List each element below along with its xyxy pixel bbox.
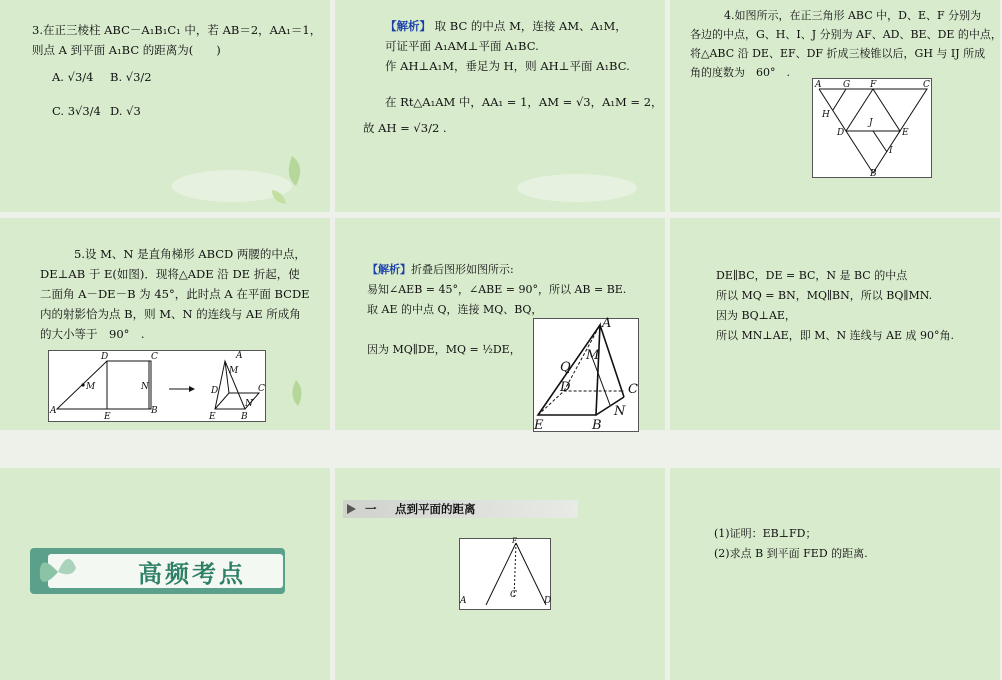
text-line: 所以 MQ = BN，MQ∥BN，所以 BQ∥MN. [716, 289, 933, 302]
text-line: (2)求点 B 到平面 FED 的距离. [714, 547, 868, 560]
section-title: 点到平面的距离 [395, 502, 476, 516]
text-line: 折叠后图形如图所示: [411, 263, 514, 276]
fig-label: F [870, 80, 877, 90]
analysis-tag: 【解析】 [385, 19, 431, 33]
text-line: 取 BC 的中点 M，连接 AM、A₁M， [434, 19, 627, 33]
analysis-text [367, 260, 626, 320]
fig-label: A [460, 596, 467, 606]
leaf-decoration-icon [172, 146, 322, 206]
text-line: 4.如图所示，在正三角形 ABC 中，D、E、F 分别为 [724, 9, 982, 22]
text-line: DE∥BC，DE = BC，N 是 BC 的中点 [716, 269, 908, 282]
fig-label: M [229, 366, 239, 376]
fig-label: A [50, 406, 57, 416]
fig-label: A [602, 316, 612, 331]
arrow-right-icon [347, 504, 356, 514]
slide-thumbnail-3[interactable] [670, 0, 1000, 212]
section-number: 一 [365, 502, 377, 516]
question-text [714, 524, 868, 564]
fig-label: D [544, 596, 552, 606]
text-line: 内的射影恰为点 B，则 M、N 的连线与 AE 所成角 [40, 307, 301, 321]
folded-figure [533, 318, 639, 432]
text-line: 易知∠AEB = 45°，∠ABE = 90°，所以 AB = BE. [367, 283, 627, 296]
leaf-decoration-icon [507, 146, 657, 206]
fig-label: J [869, 118, 873, 128]
slide-thumbnail-5[interactable] [335, 218, 665, 433]
fig-label: Q [560, 360, 571, 375]
fig-label: B [592, 418, 602, 433]
text-line: 在 Rt△A₁AM 中，AA₁ = 1，AM = √3，A₁M = 2， [385, 95, 663, 109]
fig-label: C [258, 384, 265, 394]
text-line: (1)证明：EB⊥FD； [714, 527, 817, 540]
text-line: 因为 MQ∥DE，MQ = ½DE， [367, 343, 521, 356]
trapezoid-figure [48, 350, 266, 422]
slide-thumbnail-9[interactable] [670, 468, 1000, 680]
text-line: 则点 A 到平面 A₁BC 的距离为( ) [32, 43, 221, 57]
fig-label: C [628, 382, 638, 397]
fig-label: N [141, 382, 149, 392]
fig-label: B [151, 406, 158, 416]
slide-thumbnail-6[interactable] [670, 218, 1000, 430]
high-frequency-banner [30, 548, 285, 594]
fig-label: N [614, 404, 626, 419]
slide-thumbnail-7[interactable] [0, 468, 330, 680]
triangle-figure [812, 78, 932, 178]
question-text [32, 20, 321, 60]
section-header [343, 500, 578, 518]
banner-title: 高频考点 [138, 560, 246, 588]
fig-label: E [902, 128, 909, 138]
text-line: 角的度数为 60° . [690, 66, 790, 79]
text-line: 所以 MN⊥AE，即 M、N 连线与 AE 成 90°角. [716, 329, 955, 342]
fig-label: E [534, 418, 544, 433]
fig-label: M [86, 382, 96, 392]
fig-label: F [512, 537, 517, 545]
fig-label: E [209, 412, 216, 422]
analysis-text [716, 266, 954, 346]
butterfly-icon [36, 552, 80, 592]
text-line: 3.在正三棱柱 ABC－A₁B₁C₁ 中，若 AB＝2，AA₁＝1， [32, 23, 322, 37]
fig-label: B [241, 412, 248, 422]
fig-label: H [822, 110, 830, 120]
slide-thumbnail-1[interactable] [0, 0, 330, 212]
analysis-text [385, 16, 630, 76]
slide-thumbnail-8[interactable] [335, 468, 665, 680]
fig-label: C [923, 80, 930, 90]
fig-label: C [510, 590, 517, 600]
fig-label: G [843, 80, 851, 90]
fig-label: E [104, 412, 111, 422]
fig-label: B [870, 169, 877, 179]
fig-label: A [236, 351, 243, 361]
slide-thumbnail-2[interactable] [335, 0, 665, 212]
option-a: A. √3/4 [52, 70, 94, 84]
text-line: 的大小等于 90° . [40, 327, 145, 341]
text-line: DE⊥AB 于 E(如图)．现将△ADE 沿 DE 折起，使 [40, 267, 300, 281]
text-line: 作 AH⊥A₁M，垂足为 H，则 AH⊥平面 A₁BC. [385, 59, 630, 73]
fig-label: D [101, 352, 109, 362]
fig-label: D [837, 128, 845, 138]
text-line: 取 AE 的中点 Q，连接 MQ、BQ， [367, 303, 543, 316]
fig-label: N [245, 399, 253, 409]
question-text [40, 244, 310, 344]
text-line: 因为 BQ⊥AE， [716, 309, 796, 322]
fig-label: M [586, 348, 600, 363]
text-line: 各边的中点，G、H、I、J 分别为 AF、AD、BE、DE 的中点， [690, 28, 1002, 41]
option-d: D. √3 [110, 104, 141, 118]
option-b: B. √3/2 [110, 70, 152, 84]
text-line: 5.设 M、N 是直角梯形 ABCD 两腰的中点， [74, 247, 306, 261]
option-c: C. 3√3/4 [52, 104, 101, 118]
pyramid-figure [459, 538, 551, 610]
analysis-tag: 【解析】 [367, 263, 411, 276]
fig-label: C [151, 352, 158, 362]
text-line: 二面角 A－DE－B 为 45°，此时点 A 在平面 BCDE [40, 287, 310, 301]
text-line: 将△ABC 沿 DE、EF、DF 折成三棱锥以后，GH 与 IJ 所成 [690, 47, 986, 60]
fig-label: A [815, 80, 822, 90]
question-text [690, 6, 1002, 82]
fig-label: I [889, 146, 893, 156]
text-line: 故 AH = √3/2 . [363, 121, 447, 135]
text-line: 可证平面 A₁AM⊥平面 A₁BC. [385, 39, 539, 53]
fig-label: D [211, 386, 219, 396]
fig-label: D [560, 380, 571, 395]
slide-thumbnail-4[interactable] [0, 218, 330, 430]
